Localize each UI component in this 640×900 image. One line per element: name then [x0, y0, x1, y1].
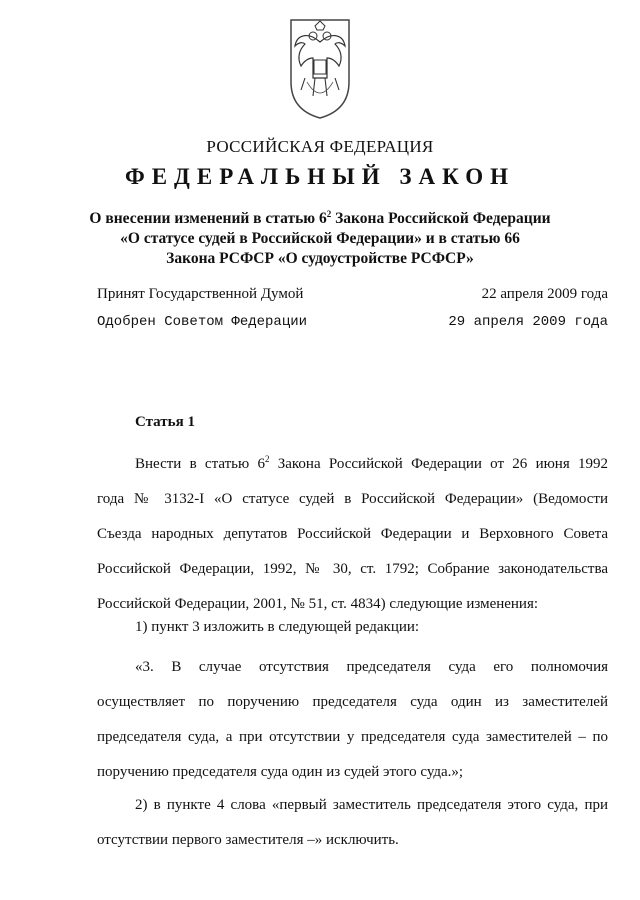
duma-label: Принят Государственной Думой: [97, 286, 304, 302]
council-label: Одобрен Советом Федерации: [97, 314, 308, 330]
text-line: осуществляет по поручению председателя суда один из заместителей: [97, 694, 608, 710]
country-name: РОССИЙСКАЯ ФЕДЕРАЦИЯ: [206, 137, 434, 156]
text-line: председателя суда, а при отсутствии у председателя суда заместителей – по: [97, 729, 608, 745]
text-line: «3. В случае отсутствия председателя суда его полномочия: [135, 659, 608, 675]
duma-date: 22 апреля 2009 года: [481, 286, 608, 302]
text-line: 1) пункт 3 изложить в следующей редакции:: [135, 619, 420, 635]
text-line: Российской Федерации, 1992, № 30, ст. 1792; Собрание законодательства: [97, 561, 608, 577]
item-1-quoted-text: [97, 650, 608, 790]
article-heading: Статья 1: [135, 414, 195, 430]
text-line: 2) в пункте 4 слова «первый заместитель председателя этого суда, при: [135, 797, 608, 813]
council-date: 29 апреля 2009 года: [448, 314, 608, 330]
law-name-line-2: «О статусе судей в Российской Федерации» и в статью 66: [120, 230, 520, 248]
item-2-paragraph: [97, 788, 608, 858]
text-line: поручению председателя суда один из судей этого суда.»;: [97, 764, 464, 780]
text-line: года № 3132-I «О статусе судей в Российской Федерации» (Ведомости: [97, 491, 608, 507]
law-type-title: ФЕДЕРАЛЬНЫЙ ЗАКОН: [124, 164, 516, 189]
coat-of-arms-emblem: [285, 12, 355, 122]
text-line: Российской Федерации, 2001, № 51, ст. 4834) следующие изменения:: [97, 596, 539, 612]
law-name-line-3: Закона РСФСР «О судоустройстве РСФСР»: [166, 250, 474, 268]
item-1-paragraph: [97, 610, 608, 645]
council-approval-row: [97, 314, 608, 330]
text-line: отсутствии первого заместителя –» исключить.: [97, 832, 399, 848]
text-line: Внести в статью $6^2$ Закона Российской Федерации от 26 июня 1992: [135, 454, 609, 472]
duma-adoption-row: [97, 286, 608, 303]
text-line: Съезда народных депутатов Российской Федерации и Верховного Совета: [97, 526, 608, 542]
article-intro-paragraph: [97, 442, 608, 622]
law-name-line-1: О внесении изменений в статью $6^2$ Закона Российской Федерации: [89, 209, 551, 228]
law-name: [40, 204, 600, 269]
